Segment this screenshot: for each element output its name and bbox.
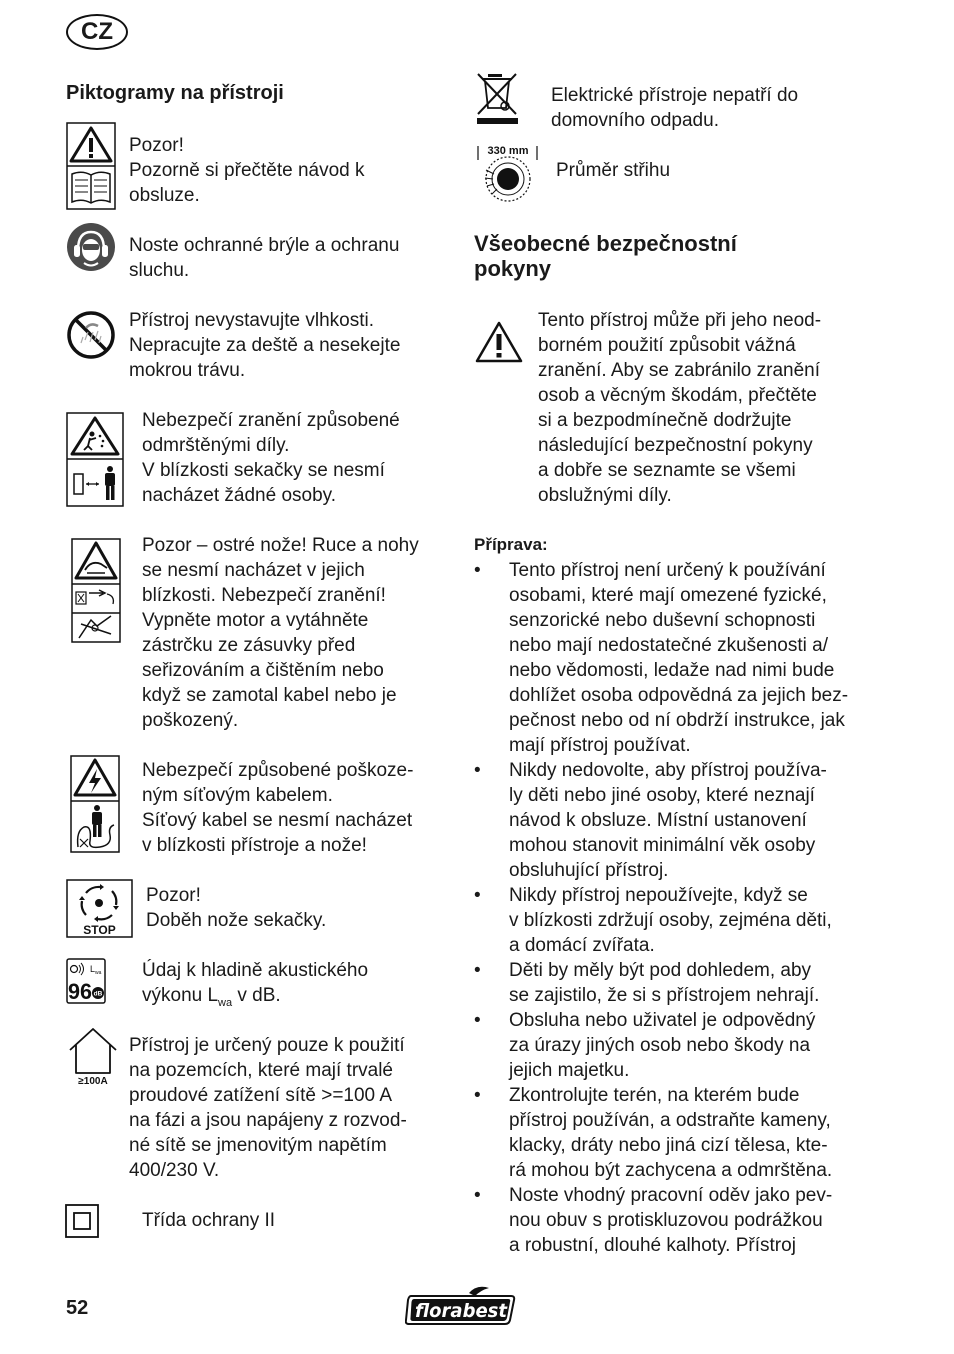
sharp-blades-icon xyxy=(71,538,121,643)
cut-width-label: 330 mm xyxy=(487,145,529,157)
list-item: • Obsluha nebo uživatel je odpovědný za úrazy jiných osob nebo škody na jejich majetku. xyxy=(474,1010,816,1081)
bullet-dot: • xyxy=(474,1085,481,1106)
house-icon xyxy=(66,1026,120,1088)
list-item: • Zkontrolujte terén, na kterém bude přístroj používán, a odstraňte kameny, klacky, dráty nebo jiná cizí tělesa, kte- rá mohou být zachycena a odmrštěna. xyxy=(474,1085,833,1181)
pictogram-text-1: Pozor! Pozorně si přečtěte návod k obsluze. xyxy=(129,135,365,206)
preparation-list xyxy=(474,558,874,1258)
pictogram-text-5: Pozor – ostré nože! Ruce a nohy se nesmí nacházet v jejich blízkosti. Nebezpečí zranění! Vypněte motor a vytáhněte zástrčku ze zásuvky před seřizováním a čištěním nebo když se zamotal kabel nebo je poškozený. xyxy=(142,535,419,731)
pictogram-text-4: Nebezpečí zranění způsobené odmrštěnými díly. V blízkosti sekačky se nesmí nacházet žádné osoby. xyxy=(142,410,400,506)
preparation-heading: Příprava: xyxy=(474,535,548,554)
sound-value: 96 xyxy=(68,979,92,1004)
bullet-dot: • xyxy=(474,960,481,981)
bullet-dot: • xyxy=(474,885,481,906)
wee-bin-icon xyxy=(474,70,522,126)
stop-label: STOP xyxy=(83,923,116,937)
blade-stop-icon xyxy=(66,879,133,938)
cutting-width-icon xyxy=(474,140,544,202)
protection-class-icon xyxy=(65,1204,99,1238)
pictograms-heading: Piktogramy na přístroji xyxy=(66,82,284,104)
bullet-dot: • xyxy=(474,1185,481,1206)
list-item: • Tento přístroj není určený k používání osobami, které mají omezené fyzické, senzorické nebo duševní schopnosti nebo mají nedostatečné zkušenosti a/ nebo vědomosti, ledaže nad nimi bude dohlížet osoba odpovědná za jejich bez- pečnost nebo od ní obdrží instrukce, jak mají přístroj používat. xyxy=(474,560,849,756)
warning-manual-icon xyxy=(66,122,116,210)
pictogram-text-9: Přístroj je určený pouze k použití na pozemcích, které mají trvalé proudové zatížení sítě >=100 A na fázi a jsou napájeny z rozvod- né sítě se jmenovitým napětím 400/230 V. xyxy=(129,1035,407,1181)
pictogram-text-6: Nebezpečí způsobené poškoze- ným síťovým kabelem. Síťový kabel se nesmí nacházet v blízkosti přístroje a nože! xyxy=(142,760,414,856)
page-number: 52 xyxy=(66,1297,89,1319)
pictogram-text-2: Noste ochranné brýle a ochranu sluchu. xyxy=(129,235,400,281)
list-item: • Děti by měly být pod dohledem, aby se zajistilo, že si s přístrojem nehrají. xyxy=(474,960,820,1006)
warning-icon xyxy=(474,320,524,364)
thrown-objects-icon xyxy=(66,412,124,507)
pictogram-text-10: Třída ochrany II xyxy=(142,1210,276,1231)
pictogram-text-3: Přístroj nevystavujte vlhkosti. Nepracujte za deště a nesekejte mokrou trávu. xyxy=(129,310,401,381)
pictogram-text-8: Údaj k hladině akustického výkonu $L_{wa}$ v dB. xyxy=(142,960,369,1009)
brand-name: florabest xyxy=(415,1300,508,1322)
list-item: • Nikdy přístroj nepoužívejte, když se v blízkosti zdržují osoby, zejména děti, a domácí zvířata. xyxy=(474,885,832,956)
cut-width-text: Průměr střihu xyxy=(556,160,671,181)
sound-l-label: L xyxy=(90,964,96,974)
sound-unit: dB xyxy=(93,990,103,998)
goggles-earmuffs-icon xyxy=(66,222,116,272)
sound-level-icon xyxy=(66,958,106,1004)
bullet-dot: • xyxy=(474,760,481,781)
florabest-logo xyxy=(405,1284,517,1326)
sound-wa-label: wa xyxy=(95,970,102,976)
house-current-label: ≥100A xyxy=(78,1076,108,1087)
bullet-dot: • xyxy=(474,1010,481,1031)
no-rain-icon xyxy=(66,310,116,360)
language-badge: CZ xyxy=(66,14,128,50)
list-item: • Noste vhodný pracovní oděv jako pev- nou obuv s protiskluzovou podrážkou a robustní, dlouhé kalhoty. Přístroj xyxy=(474,1185,833,1256)
bullet-dot: • xyxy=(474,560,481,581)
warning-text: Tento přístroj může při jeho neod- borném použití způsobit vážná zranění. Aby se zabránilo zranění osob a věcným škodám, přečtěte si a bezpodmínečně dodržujte následující bezpečnostní pokyny a dobře se seznamte se všemi obslužnými díly. xyxy=(538,310,822,506)
electric-cable-icon xyxy=(70,755,120,853)
safety-heading: Všeobecné bezpečnostní pokyny xyxy=(474,231,737,281)
wee-text: Elektrické přístroje nepatří do domovního odpadu. xyxy=(551,85,799,131)
pictogram-text-7: Pozor! Doběh nože sekačky. xyxy=(146,885,327,931)
list-item: • Nikdy nedovolte, aby přístroj používa- ly děti nebo jiné osoby, které neznají návod k obsluze. Místní ustanovení mohou stanovit minimální věk osoby obsluhující přístroj. xyxy=(474,760,827,881)
